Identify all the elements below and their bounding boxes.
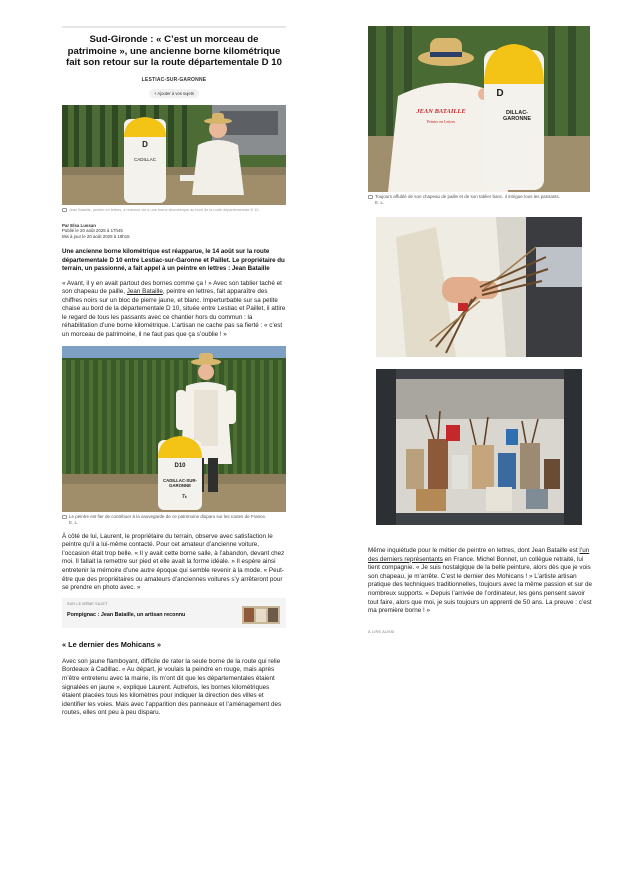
painter-standing-photo[interactable] [62, 346, 286, 512]
photo-credit: E. L. [375, 200, 385, 205]
last-representatives-link[interactable]: l’un des derniers représentants [368, 547, 590, 563]
jean-bataille-link[interactable]: Jean Bataille [126, 288, 163, 296]
related-thumbnail[interactable] [242, 606, 280, 624]
sign-km-unit: k [184, 494, 187, 499]
sign-town-partial: DILLAC-GARONNE [502, 110, 532, 122]
paragraph-4-text-b: en France. Michel Bonnet, un collègue retraité, lui tient compagnie. « Je suis nostalgique de la belle peinture, alors dès que je vois son chapeau, je m’arrête. C’est le dernier des Mohicans ! » L’artiste artisan pratique des techniques traditionnelles, toujours avec la même passion et sur de nombreux supports. « Depuis l’arrivée de l’ordinateur, les gens pensent savoir tout faire, alors que moi, je suis toujours un apprenti de 50 ans. La preuve : c’est ma première borne ! » [368, 555, 593, 615]
sign-road-code-partial: D [496, 88, 504, 99]
updated-date: Mis à jour le 20 août 2025 à 19h15 [62, 233, 130, 239]
related-kicker: SUR LE MÊME SUJET [67, 601, 108, 606]
camera-icon [368, 195, 373, 199]
published-date: Publié le 20 août 2025 à 17h45 [62, 228, 123, 234]
hero-caption-text: Jean Bataille, peintre en lettres, a redonné vie à une borne kilométrique au bord de la route départementale D 10. [69, 207, 260, 212]
photo-credit: E. L. [69, 519, 79, 525]
byline [62, 223, 286, 240]
painter-standing-caption-text: Le peintre est fier de contribuer à la sauvegarde de ce patrimoine disparu sur les routes de France. [69, 513, 267, 519]
article-left-column [62, 26, 286, 718]
paragraph-3: Avec son jaune flamboyant, difficile de rater la seule borne de la route qui relie Bordeaux à Cadillac. « Au départ, je voulais la peindre en rouge, mais après m’être entretenu avec la mairie, ils m’ont dit que les départementales étaient signalées en jaune », explique Laurent. Autrefois, les bornes kilométriques étaient placées tous les kilomètres pour indiquer la direction des villes et identifier les voies. Mais avec l’apparition des panneaux et l’aménagement des routes, elles ont peu à peu disparu. [62, 657, 282, 717]
shirt-sub-lettering: Peintre en Lettres [426, 119, 456, 124]
shirt-lettering: JEAN BATAILLE [416, 108, 466, 115]
hero-photo-image [62, 105, 286, 205]
hero-photo-caption [62, 207, 286, 213]
painter-standing-caption [62, 514, 286, 520]
paragraph-4-text-a: Même inquiétude pour le métier de peintre en lettres, dont Jean Bataille est [368, 547, 580, 554]
follow-topic-button[interactable]: + Ajouter à vos sujets [149, 89, 199, 98]
read-also-label: À LIRE AUSSI [368, 629, 395, 634]
paragraph-1-text-b: , peintre en lettres, fait apparaître des chiffres noirs sur un bloc de pierre jaune, et blanc. Imperturbable sur sa petite chaise au bord de la départementale D 10, située entre Lestiac et Paillet, il attire le regard de tous les passants avec ce chantier hors du commun : la réhabilitation d’une borne kilométrique. L’artisan ne cache pas sa fierté : « c’est un morceau de patrimoine, il ne faut pas que ça s’oublie ! » [62, 288, 286, 339]
article-right-column [368, 26, 594, 634]
sign-road-code: D10 [174, 462, 186, 469]
paragraph-1 [62, 280, 286, 340]
author-name[interactable]: Par Elsa Lussan [62, 222, 96, 228]
location-tag[interactable]: LESTIAC-SUR-GARONNE [141, 76, 207, 83]
paragraph-4 [368, 547, 594, 616]
brushes-in-hand-photo[interactable] [376, 217, 582, 357]
painter-back-photo[interactable] [368, 26, 590, 192]
van-paint-supplies-image [376, 369, 582, 525]
sign-km-value: 7 [182, 493, 185, 500]
camera-icon [62, 515, 67, 519]
van-paint-supplies-photo[interactable] [376, 369, 582, 525]
painter-back-caption-text: Toujours affublé de son chapeau de paille et de son tablier banc, il intrigue tous les passants. [375, 194, 561, 199]
svg-text:CADILLAC: CADILLAC [133, 156, 157, 162]
related-title[interactable]: Pompignac : Jean Bataille, un artisan reconnu [67, 611, 186, 618]
section-subhead: « Le dernier des Mohicans » [62, 639, 161, 649]
related-article-card[interactable] [62, 598, 286, 628]
sign-town: CADILLAC-SUR-GARONNE [163, 477, 197, 488]
sign-distance [182, 494, 187, 500]
svg-text:D: D [142, 139, 148, 149]
painter-back-caption [368, 194, 594, 200]
paragraph-2: À côté de lui, Laurent, le propriétaire du terrain, observe avec satisfaction le peintre qu’il a lui-même contacté. Pour cet amateur d’ancienne voiture, l’occasion était trop belle. « Il y avait cette borne salle, à l’abandon, devant chez moi. Il fallait la remettre sur pied et elle avait la forme idéale. » Il espère ainsi entretenir la mémoire d’une autre époque qui semble revenir à la mode. « Peut-être que des propriétaires ou amateurs d’anciennes voitures s’y arrêteront pour se prendre en photo avec. » [62, 532, 285, 592]
article-lead: Une ancienne borne kilométrique est réapparue, le 14 août sur la route départementale D 10 entre Lestiac-sur-Garonne et Paillet. Le propriétaire du terrain, un passionné, a fait appel à un peintre en lettres : Jean Bataille [62, 248, 285, 273]
camera-icon [62, 208, 67, 212]
hero-photo[interactable] [62, 105, 286, 205]
brushes-in-hand-image [376, 217, 582, 357]
top-divider [62, 26, 286, 28]
paragraph-1-text-a: « Avant, il y en avait partout des bornes comme ça ! » Avec son tablier taché et son chapeau de paille, [62, 279, 282, 296]
article-title: Sud-Gironde : « C’est un morceau de patrimoine », une ancienne borne kilométrique fait son retour sur la route départementale D 10 [66, 34, 282, 68]
